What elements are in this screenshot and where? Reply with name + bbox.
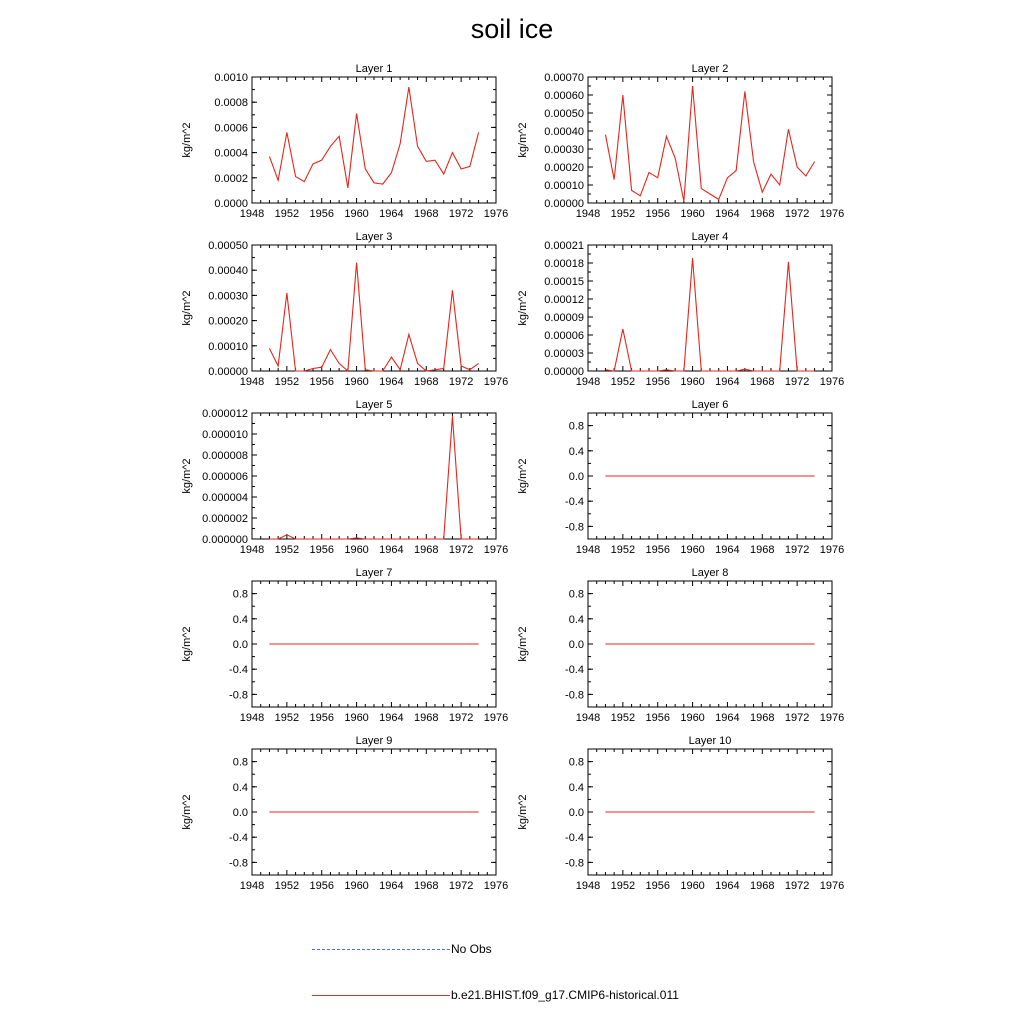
y-axis-label: kg/m^2 [181, 122, 193, 158]
x-tick-label: 1952 [610, 712, 636, 724]
panel-title: Layer 3 [355, 231, 393, 243]
legend-item-obs [312, 942, 492, 956]
y-tick-label: -0.4 [565, 496, 584, 509]
y-axis-label: kg/m^2 [517, 794, 529, 830]
plot-frame [588, 77, 832, 203]
x-tick-label: 1972 [784, 712, 810, 724]
y-tick-label: 0.0006 [214, 122, 248, 135]
y-tick-label: 0.4 [232, 781, 248, 794]
chart-panel-8 [517, 567, 844, 724]
x-tick-label: 1968 [750, 712, 775, 724]
x-tick-label: 1976 [819, 712, 845, 724]
x-tick-label: 1960 [680, 712, 705, 724]
legend-label-model: b.e21.BHIST.f09_g17.CMIP6-historical.011 [451, 988, 679, 1002]
x-tick-label: 1948 [575, 376, 601, 388]
y-tick-label: 0.00070 [544, 72, 584, 84]
x-tick-label: 1968 [414, 880, 439, 892]
panel-title: Layer 6 [691, 399, 729, 411]
y-tick-label: -0.4 [565, 832, 584, 845]
y-tick-label: 0.00003 [544, 348, 584, 360]
series-line-model [269, 263, 478, 371]
x-tick-label: 1972 [784, 208, 810, 220]
y-tick-label: 0.0 [232, 807, 248, 819]
panel-title: Layer 5 [355, 399, 393, 411]
chart-panel-3 [181, 231, 508, 388]
x-tick-label: 1972 [784, 880, 810, 892]
chart-panel-9 [181, 735, 508, 892]
x-tick-label: 1956 [645, 880, 670, 892]
x-tick-label: 1960 [344, 544, 369, 556]
chart-panel-10 [517, 735, 844, 892]
x-tick-label: 1976 [819, 880, 845, 892]
series-line-model [605, 86, 814, 201]
x-tick-label: 1960 [680, 208, 705, 220]
y-tick-label: -0.4 [565, 664, 584, 677]
page-title: soil ice [470, 14, 554, 44]
y-tick-label: 0.0010 [214, 72, 248, 84]
panel-title: Layer 2 [691, 63, 729, 75]
x-tick-label: 1976 [483, 544, 509, 556]
y-tick-label: 0.00015 [544, 276, 584, 288]
x-tick-label: 1952 [274, 880, 300, 892]
y-tick-label: 0.00000 [544, 198, 584, 210]
y-tick-label: 0.00030 [544, 144, 584, 156]
x-tick-label: 1956 [645, 544, 670, 556]
y-tick-label: 0.000002 [202, 513, 248, 525]
panel-title: Layer 4 [691, 231, 729, 243]
x-tick-label: 1952 [610, 880, 636, 892]
legend-item-model [312, 988, 679, 1002]
x-tick-label: 1972 [448, 544, 474, 556]
series-line-model [605, 258, 814, 371]
x-tick-label: 1964 [379, 544, 404, 556]
y-tick-label: 0.00018 [544, 258, 584, 270]
x-tick-label: 1948 [239, 712, 265, 724]
y-axis-label: kg/m^2 [517, 122, 529, 158]
y-tick-label: 0.00050 [208, 240, 248, 252]
x-tick-label: 1952 [274, 376, 300, 388]
y-tick-label: 0.00020 [208, 315, 248, 328]
y-tick-label: 0.0 [568, 471, 584, 483]
x-tick-label: 1948 [575, 208, 601, 220]
y-tick-label: 0.00009 [544, 312, 584, 324]
x-tick-label: 1964 [715, 208, 740, 220]
x-tick-label: 1968 [414, 544, 439, 556]
y-tick-label: 0.00050 [544, 108, 584, 120]
x-tick-label: 1964 [379, 712, 404, 724]
y-axis-label: kg/m^2 [181, 794, 193, 830]
y-tick-label: 0.00012 [544, 294, 584, 306]
y-tick-label: -0.8 [565, 521, 584, 534]
y-tick-label: 0.00010 [208, 340, 248, 353]
x-tick-label: 1964 [379, 208, 404, 220]
y-axis-label: kg/m^2 [517, 626, 529, 662]
x-tick-label: 1948 [575, 880, 601, 892]
panel-title: Layer 7 [355, 567, 393, 579]
x-tick-label: 1956 [645, 208, 670, 220]
y-axis-label: kg/m^2 [181, 458, 193, 494]
x-tick-label: 1952 [610, 208, 636, 220]
y-tick-label: 0.00040 [208, 265, 248, 278]
chart-panel-5 [181, 399, 508, 556]
chart-panel-4 [517, 231, 844, 388]
x-tick-label: 1972 [448, 712, 474, 724]
x-tick-label: 1960 [680, 880, 705, 892]
x-tick-label: 1948 [239, 544, 265, 556]
y-tick-label: 0.8 [568, 588, 584, 601]
x-tick-label: 1964 [379, 376, 404, 388]
y-tick-label: -0.4 [229, 664, 248, 677]
x-tick-label: 1968 [750, 880, 775, 892]
panel-title: Layer 1 [355, 63, 393, 75]
y-tick-label: -0.4 [229, 832, 248, 845]
x-tick-label: 1956 [645, 376, 670, 388]
y-tick-label: 0.0004 [214, 147, 248, 160]
x-tick-label: 1956 [309, 544, 334, 556]
y-tick-label: 0.0 [568, 807, 584, 819]
x-tick-label: 1952 [274, 544, 300, 556]
y-tick-label: 0.00000 [208, 366, 248, 378]
y-tick-label: 0.4 [568, 613, 584, 626]
legend-label-obs: No Obs [451, 942, 492, 956]
x-tick-label: 1976 [483, 376, 509, 388]
chart-panel-1 [181, 63, 508, 220]
y-tick-label: 0.00020 [544, 162, 584, 174]
y-tick-label: 0.0 [232, 639, 248, 651]
y-tick-label: 0.000000 [202, 534, 248, 546]
x-tick-label: 1968 [750, 208, 775, 220]
x-tick-label: 1964 [715, 544, 740, 556]
legend-swatch-solid [312, 995, 450, 996]
x-tick-label: 1960 [344, 208, 369, 220]
x-tick-label: 1972 [448, 880, 474, 892]
x-tick-label: 1960 [344, 880, 369, 892]
chart-panel-6 [517, 399, 844, 556]
x-tick-label: 1956 [645, 712, 670, 724]
x-tick-label: 1956 [309, 376, 334, 388]
x-tick-label: 1948 [575, 544, 601, 556]
y-tick-label: 0.00021 [544, 240, 584, 252]
x-tick-label: 1952 [274, 712, 300, 724]
series-line-model [269, 416, 478, 539]
x-tick-label: 1976 [819, 208, 845, 220]
x-tick-label: 1968 [750, 544, 775, 556]
y-tick-label: 0.8 [232, 588, 248, 601]
x-tick-label: 1948 [575, 712, 601, 724]
series-line-model [269, 87, 478, 188]
y-tick-label: 0.00000 [544, 366, 584, 378]
x-tick-label: 1960 [344, 712, 369, 724]
x-tick-label: 1960 [680, 544, 705, 556]
y-tick-label: 0.0002 [214, 172, 248, 185]
y-tick-label: 0.4 [568, 781, 584, 794]
chart-panel-2 [517, 63, 844, 220]
y-tick-label: -0.8 [565, 689, 584, 702]
y-tick-label: 0.00030 [208, 290, 248, 303]
y-tick-label: 0.8 [568, 420, 584, 433]
x-tick-label: 1948 [239, 376, 265, 388]
y-tick-label: 0.8 [568, 756, 584, 769]
y-tick-label: 0.000008 [202, 450, 248, 462]
y-tick-label: 0.000012 [202, 408, 248, 420]
x-tick-label: 1952 [274, 208, 300, 220]
x-tick-label: 1956 [309, 208, 334, 220]
y-axis-label: kg/m^2 [517, 290, 529, 326]
y-tick-label: -0.8 [229, 857, 248, 870]
x-tick-label: 1960 [344, 376, 369, 388]
x-tick-label: 1972 [784, 376, 810, 388]
x-tick-label: 1968 [414, 712, 439, 724]
legend-swatch-dashed [312, 949, 450, 950]
y-tick-label: 0.000004 [202, 492, 248, 504]
x-tick-label: 1964 [715, 880, 740, 892]
y-tick-label: 0.0008 [214, 97, 248, 110]
y-tick-label: 0.4 [568, 445, 584, 458]
x-tick-label: 1948 [239, 208, 265, 220]
y-tick-label: 0.0 [568, 639, 584, 651]
x-tick-label: 1948 [239, 880, 265, 892]
x-tick-label: 1968 [750, 376, 775, 388]
x-tick-label: 1956 [309, 712, 334, 724]
y-tick-label: 0.4 [232, 613, 248, 626]
x-tick-label: 1976 [483, 712, 509, 724]
x-tick-label: 1952 [610, 376, 636, 388]
panel-title: Layer 8 [691, 567, 729, 579]
x-tick-label: 1964 [715, 712, 740, 724]
y-tick-label: 0.00040 [544, 126, 584, 138]
x-tick-label: 1972 [448, 376, 474, 388]
x-tick-label: 1976 [819, 544, 845, 556]
y-tick-label: 0.8 [232, 756, 248, 769]
x-tick-label: 1964 [715, 376, 740, 388]
y-tick-label: -0.8 [565, 857, 584, 870]
x-tick-label: 1972 [448, 208, 474, 220]
x-tick-label: 1972 [784, 544, 810, 556]
x-tick-label: 1964 [379, 880, 404, 892]
y-tick-label: -0.8 [229, 689, 248, 702]
y-tick-label: 0.00010 [544, 180, 584, 192]
x-tick-label: 1956 [309, 880, 334, 892]
x-tick-label: 1968 [414, 376, 439, 388]
y-axis-label: kg/m^2 [517, 458, 529, 494]
y-tick-label: 0.000006 [202, 471, 248, 483]
x-tick-label: 1976 [483, 208, 509, 220]
x-tick-label: 1960 [680, 376, 705, 388]
panel-title: Layer 9 [355, 735, 393, 747]
x-tick-label: 1952 [610, 544, 636, 556]
panel-title: Layer 10 [688, 735, 732, 747]
y-tick-label: 0.0000 [214, 198, 248, 210]
x-tick-label: 1976 [819, 376, 845, 388]
chart-panel-7 [181, 567, 508, 724]
x-tick-label: 1976 [483, 880, 509, 892]
x-tick-label: 1968 [414, 208, 439, 220]
y-axis-label: kg/m^2 [181, 626, 193, 662]
y-axis-label: kg/m^2 [181, 290, 193, 326]
y-tick-label: 0.00060 [544, 90, 584, 102]
y-tick-label: 0.00006 [544, 330, 584, 342]
y-tick-label: 0.000010 [202, 429, 248, 441]
